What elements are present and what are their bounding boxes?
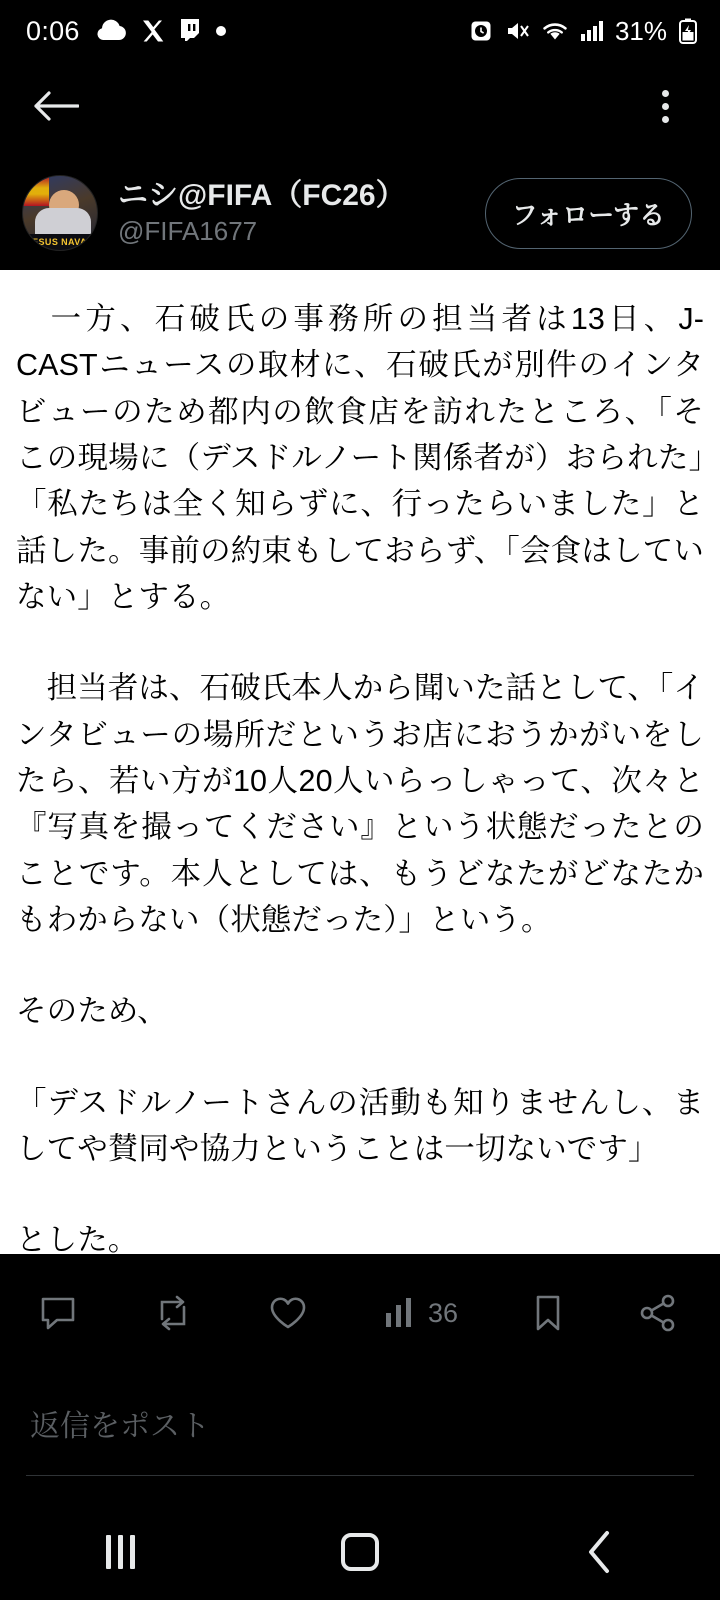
reply-composer[interactable]: [0, 1372, 720, 1504]
avatar-body-shape: [35, 208, 91, 234]
article-paragraph: 「デスドルノートさんの活動も知りませんし、ましてや賛同や協力ということは一切ないです」: [16, 1085, 704, 1166]
author-display-name[interactable]: ニシ@FIFA（FC26）: [118, 179, 406, 213]
x-app-icon: [141, 19, 165, 43]
like-button[interactable]: [268, 1294, 308, 1332]
comment-icon: [38, 1293, 78, 1333]
share-icon: [638, 1293, 678, 1333]
kebab-dot-icon: [662, 116, 669, 123]
analytics-icon: [382, 1295, 416, 1331]
mute-icon: [504, 19, 530, 43]
alarm-icon: [469, 19, 493, 43]
battery-percent-label: 31%: [614, 15, 667, 46]
android-navigation-bar: [0, 1504, 720, 1600]
avatar-caption: JESUS NAVAS: [23, 234, 97, 250]
recents-icon: [106, 1535, 135, 1569]
top-navigation-bar: [0, 62, 720, 150]
repost-button[interactable]: [152, 1293, 194, 1333]
article-paragraph: 担当者は、石破氏本人から聞いた話として、「インタビューの場所だというお店におうかがいをしたら、若い方が10人20人いらっしゃって、次々と『写真を撮ってください』という状態だったとのことです。本人としては、もうどなたがどなたかもわからない（状態だった）」という。: [16, 671, 704, 938]
reply-button[interactable]: [38, 1293, 78, 1333]
more-options-button[interactable]: [640, 78, 690, 134]
bookmark-button[interactable]: [532, 1293, 564, 1333]
bookmark-icon: [532, 1293, 564, 1333]
status-clock: 0:06: [26, 15, 80, 46]
home-icon: [341, 1533, 379, 1571]
wifi-icon: [541, 20, 569, 42]
avatar-flag-icon: [23, 176, 49, 206]
reply-input[interactable]: 返信をポスト: [30, 1409, 210, 1443]
android-back-button[interactable]: [540, 1504, 660, 1600]
article-body: [0, 270, 720, 1254]
status-bar-right: [469, 16, 698, 47]
repost-icon: [152, 1293, 194, 1333]
article-paragraph: そのため、: [16, 994, 168, 1029]
article-paragraph: とした。: [16, 1223, 139, 1254]
views-counter[interactable]: [382, 1295, 458, 1331]
author-row: [0, 150, 720, 270]
views-count-label: 36: [427, 1297, 458, 1328]
twitch-icon: [178, 18, 202, 44]
dot-icon: [215, 25, 227, 37]
status-bar-left: [26, 16, 227, 47]
status-bar: [0, 0, 720, 62]
status-notification-icons: [94, 18, 227, 44]
signal-icon: [580, 20, 604, 42]
reply-divider: [26, 1475, 694, 1476]
heart-icon: [268, 1294, 308, 1332]
kebab-dot-icon: [662, 103, 669, 110]
android-home-button[interactable]: [300, 1504, 420, 1600]
follow-button[interactable]: フォローする: [485, 178, 692, 249]
author-handle[interactable]: @FIFA1677: [118, 216, 258, 247]
post-action-bar: [0, 1254, 720, 1372]
avatar[interactable]: [22, 175, 98, 251]
android-recents-button[interactable]: [60, 1504, 180, 1600]
battery-icon: [678, 18, 698, 44]
cloud-icon: [94, 19, 128, 43]
arrow-left-icon: [33, 88, 79, 124]
kebab-dot-icon: [662, 90, 669, 97]
article-paragraph: 一方、石破氏の事務所の担当者は13日、J-CASTニュースの取材に、石破氏が別件のインタビューのため都内の飲食店を訪れたところ、「そこの現場に（デスドルノート関係者が）おられた」「私たちは全く知らずに、行ったらいました」と話した。事前の約束もしておらず、「会食はしていない」とする。: [16, 302, 704, 615]
author-meta: [118, 178, 485, 248]
chevron-left-icon: [586, 1529, 614, 1575]
back-button[interactable]: [28, 78, 84, 134]
share-button[interactable]: [638, 1293, 678, 1333]
